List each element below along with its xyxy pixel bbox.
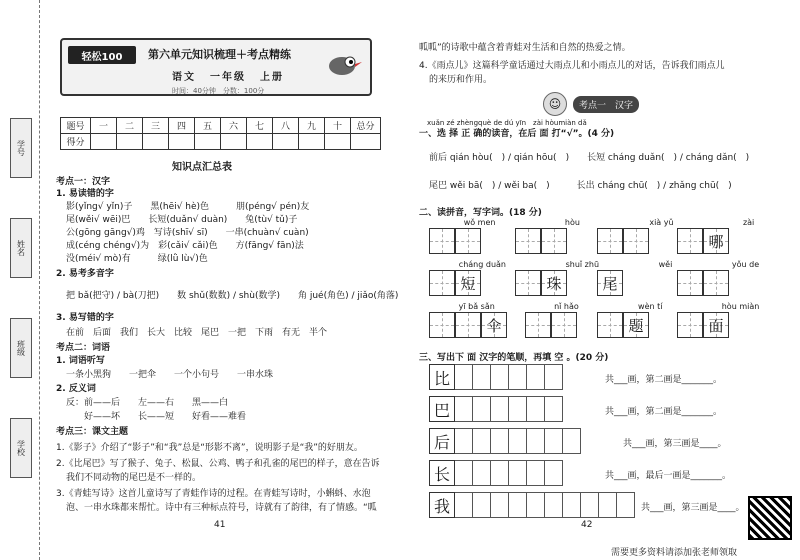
subheading: 2. 反义词: [56, 384, 96, 394]
score-table: [60, 117, 381, 150]
subject: 语文: [172, 72, 196, 83]
footer-note: 需要更多资料请添加张老师领取: [611, 548, 738, 558]
text-line: 没(méi√ mò)有 绿(lǜ lù√)色: [66, 254, 208, 264]
writing-grid[interactable]: 伞: [429, 312, 507, 338]
text-line: 在前 后面 我们 长大 比较 尾巴 一把 下雨 有无 半个: [66, 328, 328, 338]
subject-line: [172, 68, 298, 83]
writing-grid[interactable]: 尾: [597, 270, 623, 296]
question-3: 三、写出下 面 汉字的笔顺，再填 空 。(20 分): [419, 353, 609, 363]
header-banner: [60, 38, 372, 96]
question-1: 一、选 择 正 确的读音，在后 面 打“√”。(4 分): [419, 129, 615, 139]
writing-grid[interactable]: 哪: [677, 228, 729, 254]
stroke-boxes[interactable]: [455, 428, 581, 454]
text-line: 反：前——后 左——右 黑——白: [66, 398, 229, 408]
writing-grid[interactable]: 短: [429, 270, 481, 296]
stroke-char: 巴: [429, 396, 455, 422]
fill-blank[interactable]: 共___画，最后一画是_______。: [605, 471, 732, 481]
writing-grid[interactable]: [525, 312, 577, 338]
side-label-school: 学校: [10, 418, 32, 478]
left-page: [52, 0, 399, 560]
text-line: 的来历和作用。: [429, 75, 493, 85]
fill-blank[interactable]: 共___画，第三画是____。: [641, 503, 745, 513]
pinyin-row: cháng duǎn shuǐ zhū wěi yǒu de: [458, 260, 760, 269]
subheading: 1. 词语听写: [56, 356, 105, 366]
summary-title: 知识点汇总表: [172, 162, 232, 173]
right-page: [415, 0, 795, 560]
text-line: 1.《影子》介绍了“影子”和“我”总是“形影不离”，说明影子是“我”的好朋友。: [56, 443, 363, 453]
subheading: 3. 易写错的字: [56, 313, 114, 323]
bird-icon: [322, 50, 362, 80]
pinyin-row: yī bǎ sǎn nǐ hǎo wèn tí hòu miàn: [458, 302, 760, 311]
pinyin-hint: xuǎn zé zhèngquè de dú yīn zài hòumiàn dǎ: [427, 119, 587, 127]
qr-code-icon: [748, 496, 792, 540]
section-heading: 考点三：课文主题: [56, 427, 129, 437]
smiley-icon: ☺: [543, 92, 567, 116]
writing-grid[interactable]: [677, 270, 729, 296]
text-line: 我们不同动物的尾巴是不一样的。: [66, 473, 202, 483]
subheading: 2. 易考多音字: [56, 269, 114, 279]
text-line: 3.《青蛙写诗》这首儿童诗写了青蛙作诗的过程。在青蛙写诗时，小蝌蚪、水泡: [56, 489, 371, 499]
fill-blank[interactable]: 共___画，第二画是_______。: [605, 375, 723, 385]
binding-margin: [0, 0, 40, 560]
topic-label: 考点一 汉字: [573, 96, 639, 113]
stroke-boxes[interactable]: [455, 492, 635, 518]
text-line: 2.《比尾巴》写了猴子、兔子、松鼠、公鸡、鸭子和孔雀的尾巴的样子，意在告诉: [56, 459, 380, 469]
brand-logo: 轻松100: [68, 46, 136, 64]
time-score-meta: 时间：40分钟 分数：100分: [172, 87, 265, 95]
stroke-boxes[interactable]: [455, 396, 563, 422]
section-heading: 考点一：汉字: [56, 177, 111, 187]
fill-blank[interactable]: 共___画，第二画是_______。: [605, 407, 723, 417]
side-label-id: 学号: [10, 118, 32, 178]
text-line: 尾(wěi√ wēi)巴 长短(duǎn√ duàn) 兔(tù√ tǔ)子: [66, 215, 298, 225]
text-line: 好——坏 长——短 好看——难看: [66, 412, 247, 422]
score-header-row: 题号 一 二 三 四 五 六 七 八 九 十 总分: [61, 118, 381, 134]
writing-grid[interactable]: 珠: [515, 270, 567, 296]
stroke-boxes[interactable]: [455, 460, 563, 486]
topic-badge: [543, 92, 639, 116]
text-line: 一条小黑狗 一把伞 一个小句号 一串水珠: [66, 370, 274, 380]
stroke-boxes[interactable]: [455, 364, 563, 390]
side-label-name: 姓名: [10, 218, 32, 278]
writing-grid[interactable]: [597, 228, 649, 254]
grade: 一年级: [210, 72, 246, 83]
writing-grid[interactable]: 面: [677, 312, 729, 338]
stroke-char: 我: [429, 492, 455, 518]
option-line[interactable]: 尾巴 wěi bā( ) / wěi ba( ) 长出 cháng chū( ) / zhǎng chū( ): [429, 181, 732, 191]
text-line: 呱呱”的诗歌中蕴含着青蛙对生活和自然的热爱之情。: [419, 43, 631, 53]
writing-grid[interactable]: [515, 228, 567, 254]
stroke-char: 比: [429, 364, 455, 390]
fill-blank[interactable]: 共___画，第三画是____。: [623, 439, 727, 449]
subheading: 1. 易读错的字: [56, 189, 114, 199]
polyphone-line: 把 bǎ(把守) / bà(刀把) 数 shǔ(数数) / shù(数学) 角 jué(角色) / jiǎo(角落): [66, 291, 399, 301]
option-line[interactable]: 前后 qián hòu( ) / qián hōu( ) 长短 cháng duǎn( ) / cháng dǎn( ): [429, 153, 750, 163]
writing-grid[interactable]: [429, 228, 481, 254]
text-line: 4.《雨点儿》这篇科学童话通过大雨点儿和小雨点儿的对话，告诉我们雨点儿: [419, 61, 725, 71]
text-line: 成(céng chéng√)为 彩(cǎi√ cǎi)色 方(fāng√ fān)法: [66, 241, 304, 251]
question-2: 二、读拼音，写字词。(18 分): [419, 208, 542, 218]
writing-grid[interactable]: 题: [597, 312, 649, 338]
score-input-row: 得分: [61, 134, 381, 150]
text-line: 泡、一串水珠都来帮忙。诗中有三种标点符号，诗就有了韵律，有了情感。“呱: [66, 503, 377, 513]
section-heading: 考点二：词语: [56, 343, 111, 353]
text-line: 公(gōng gāng√)鸡 写诗(shī√ sī) 一串(chuàn√ cuàn): [66, 228, 309, 238]
pinyin-row: wǒ men hòu xià yǔ zài: [463, 218, 755, 227]
term: 上册: [260, 72, 284, 83]
page-number: 41: [214, 520, 226, 530]
side-label-class: 班级: [10, 318, 32, 378]
stroke-char: 后: [429, 428, 455, 454]
text-line: 影(yǐng√ yǐn)子 黑(hēi√ hè)色 朋(péng√ pén)友: [66, 202, 310, 212]
page-title: 第六单元知识梳理＋考点精练: [148, 48, 291, 61]
page-number: 42: [581, 520, 593, 530]
stroke-char: 长: [429, 460, 455, 486]
